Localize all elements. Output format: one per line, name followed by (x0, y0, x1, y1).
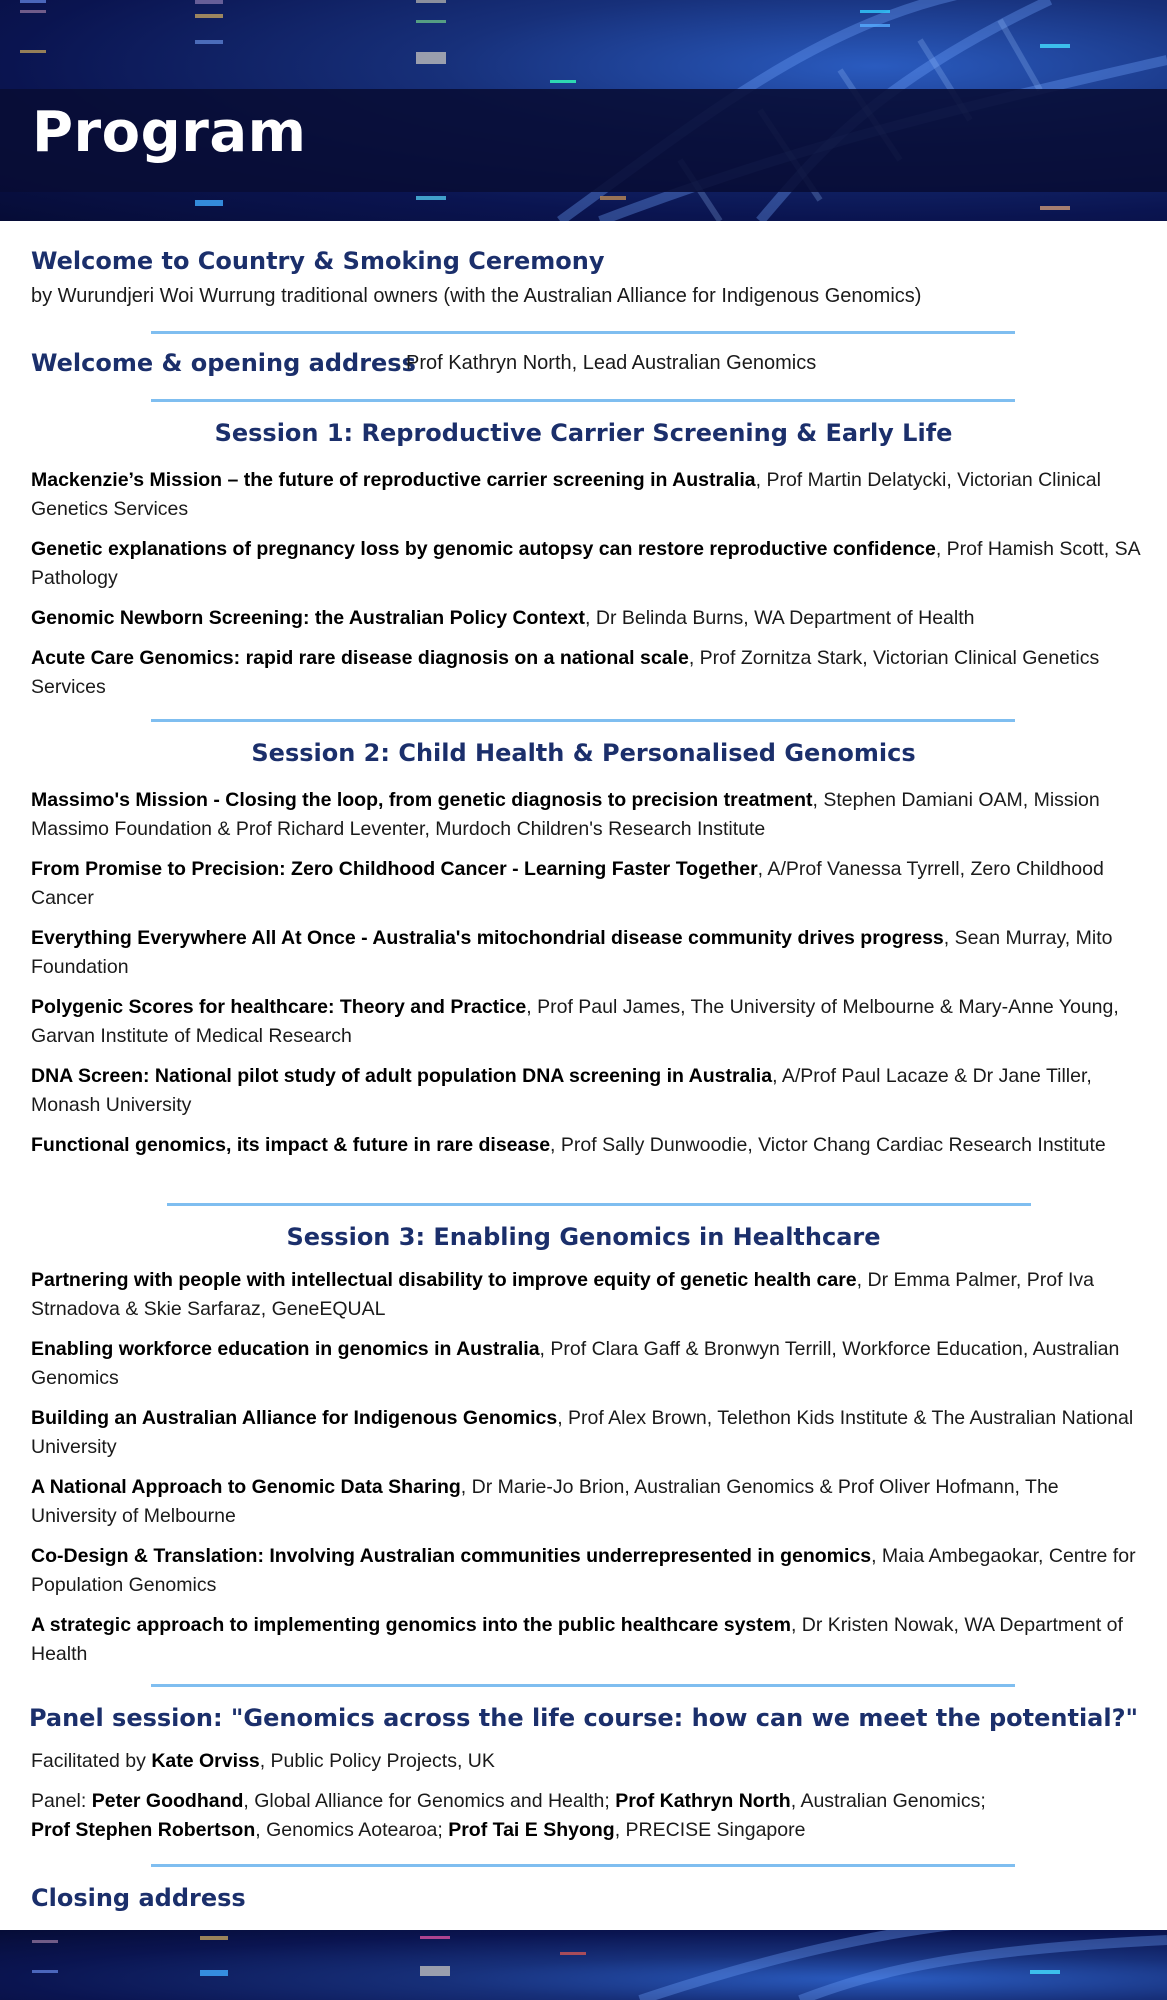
session-3-title: Session 3: Enabling Genomics in Healthcare (286, 1223, 881, 1251)
session-1-talk (31, 604, 1141, 633)
session-1-title: Session 1: Reproductive Carrier Screening & Early Life (214, 419, 953, 447)
welcome-country-title: Welcome to Country & Smoking Ceremony (31, 247, 605, 275)
panel-prefix: Panel: (31, 1790, 92, 1812)
talk-speaker: , Dr Belinda Burns, WA Department of Health (585, 607, 975, 629)
session-1-talk (31, 644, 1141, 702)
talk-speaker: , Prof Alex Brown, Telethon Kids Institute & The Australian National University (31, 1407, 1134, 1458)
talk-speaker: , A/Prof Paul Lacaze & Dr Jane Tiller, Monash University (31, 1065, 1092, 1116)
talk-speaker: , Prof Martin Delatycki, Victorian Clinical Genetics Services (31, 469, 1101, 520)
session-3-talk (31, 1404, 1141, 1462)
talk-title: Functional genomics, its impact & future in rare disease (31, 1134, 551, 1156)
panelist-org: , Genomics Aotearoa; (255, 1819, 449, 1841)
talk-title: Everything Everywhere All At Once - Australia's mitochondrial disease community drives progress (31, 927, 944, 949)
talk-title: Building an Australian Alliance for Indigenous Genomics (31, 1407, 558, 1429)
divider (151, 1864, 1015, 1867)
header-banner (0, 0, 1167, 221)
divider (151, 399, 1015, 402)
talk-title: Massimo's Mission - Closing the loop, from genetic diagnosis to precision treatment (31, 789, 813, 811)
talk-title: Genomic Newborn Screening: the Australian Policy Context (31, 607, 586, 629)
panelist-org: , Australian Genomics; (790, 1790, 986, 1812)
divider (151, 331, 1015, 334)
session-3-talk (31, 1611, 1141, 1669)
talk-speaker: , Maia Ambegaokar, Centre for Population Genomics (31, 1545, 1136, 1596)
footer-banner (0, 1930, 1167, 2000)
talk-speaker: , Prof Paul James, The University of Melbourne & Mary-Anne Young, Garvan Institute of Medical Research (31, 996, 1119, 1047)
opening-address-title: Welcome & opening address (31, 349, 416, 377)
talk-title: DNA Screen: National pilot study of adult population DNA screening in Australia (31, 1065, 773, 1087)
panelist-name: Prof Stephen Robertson (31, 1819, 256, 1841)
talk-speaker: , Sean Murray, Mito Foundation (31, 927, 1113, 978)
talk-title: Partnering with people with intellectual disability to improve equity of genetic health care (31, 1269, 857, 1291)
welcome-country-subtitle: by Wurundjeri Woi Wurrung traditional owners (with the Australian Alliance for Indigenous Genomics) (31, 285, 922, 307)
opening-address-speaker: Prof Kathryn North, Lead Australian Genomics (406, 352, 817, 374)
session-2-talk (31, 1131, 1141, 1160)
talk-speaker: , Prof Zornitza Stark, Victorian Clinical Genetics Services (31, 647, 1100, 698)
session-2-talk (31, 855, 1141, 913)
panelist-name: Prof Tai E Shyong (448, 1819, 615, 1841)
talk-title: Enabling workforce education in genomics in Australia (31, 1338, 540, 1360)
talk-title: Co-Design & Translation: Involving Australian communities underrepresented in genomics (31, 1545, 872, 1567)
talk-speaker: , Dr Kristen Nowak, WA Department of Health (31, 1614, 1123, 1665)
talk-speaker: , Prof Clara Gaff & Bronwyn Terrill, Workforce Education, Australian Genomics (31, 1338, 1120, 1389)
session-2-talk (31, 1062, 1141, 1120)
panel-session-title: Panel session: "Genomics across the life course: how can we meet the potential?" (28, 1704, 1139, 1732)
talk-title: A strategic approach to implementing genomics into the public healthcare system (31, 1614, 791, 1636)
facilitator-name: Kate Orviss (151, 1750, 260, 1772)
session-3-talk (31, 1542, 1141, 1600)
panelist-org: , Global Alliance for Genomics and Health; (243, 1790, 616, 1812)
talk-speaker: , Prof Hamish Scott, SA Pathology (31, 538, 1140, 589)
panelist-name: Peter Goodhand (91, 1790, 244, 1812)
session-3-talk (31, 1335, 1141, 1393)
facilitator-org: , Public Policy Projects, UK (259, 1750, 495, 1772)
session-1-talk (31, 535, 1141, 593)
dna-helix-background (0, 1930, 1167, 2000)
talk-speaker: , A/Prof Vanessa Tyrrell, Zero Childhood Cancer (31, 858, 1104, 909)
panelist-org: , PRECISE Singapore (614, 1819, 806, 1841)
session-2-title: Session 2: Child Health & Personalised Genomics (251, 739, 916, 767)
talk-speaker: , Dr Emma Palmer, Prof Iva Strnadova & Skie Sarfaraz, GeneEQUAL (31, 1269, 1094, 1320)
panel-members (31, 1787, 1141, 1845)
talk-speaker: , Prof Sally Dunwoodie, Victor Chang Cardiac Research Institute (550, 1134, 1106, 1156)
talk-title: Mackenzie’s Mission – the future of reproductive carrier screening in Australia (31, 469, 756, 491)
talk-title: Acute Care Genomics: rapid rare disease diagnosis on a national scale (31, 647, 689, 669)
divider (167, 1203, 1031, 1206)
divider (151, 1684, 1015, 1687)
talk-title: A National Approach to Genomic Data Sharing (31, 1476, 461, 1498)
divider (151, 719, 1015, 722)
session-3-talk (31, 1473, 1141, 1531)
session-2-talk (31, 924, 1141, 982)
talk-speaker: , Dr Marie-Jo Brion, Australian Genomics & Prof Oliver Hofmann, The University of Melbourne (31, 1476, 1059, 1527)
talk-speaker: , Stephen Damiani OAM, Mission Massimo Foundation & Prof Richard Leventer, Murdoch Children's Research Institute (31, 789, 1100, 840)
panel-facilitator (31, 1747, 1141, 1776)
talk-title: Genetic explanations of pregnancy loss by genomic autopsy can restore reproductive confidence (31, 538, 936, 560)
session-1-talk (31, 466, 1141, 524)
panelist-name: Prof Kathryn North (615, 1790, 791, 1812)
facilitated-prefix: Facilitated by (31, 1750, 152, 1772)
session-3-talk (31, 1266, 1141, 1324)
talk-title: Polygenic Scores for healthcare: Theory and Practice (31, 996, 527, 1018)
session-2-talk (31, 786, 1141, 844)
page-title: Program (32, 100, 307, 165)
closing-address-title: Closing address (31, 1884, 246, 1912)
session-2-talk (31, 993, 1141, 1051)
talk-title: From Promise to Precision: Zero Childhood Cancer - Learning Faster Together (31, 858, 758, 880)
